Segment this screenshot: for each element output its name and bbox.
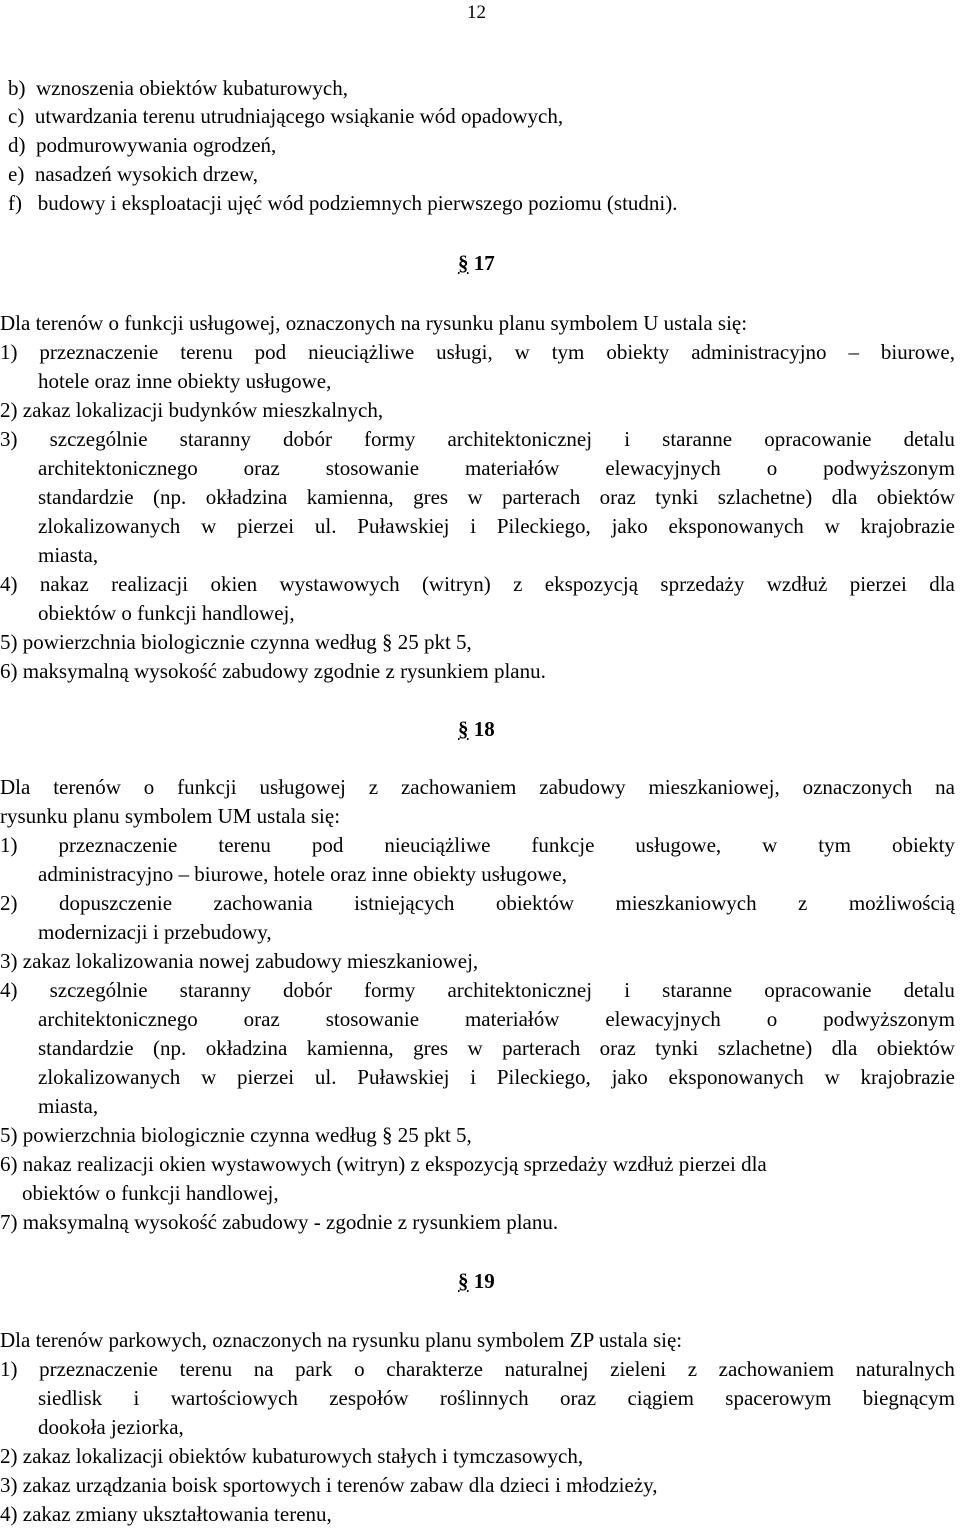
section-line: dookoła jeziorka, bbox=[38, 1415, 184, 1439]
section-line: 3) zakaz urządzania boisk sportowych i terenów zabaw dla dzieci i młodzieży, bbox=[0, 1473, 658, 1497]
section-line: administracyjno – biurowe, hotele oraz inne obiekty usługowe, bbox=[38, 862, 567, 886]
section-heading bbox=[458, 1268, 495, 1294]
section-number: 19 bbox=[468, 1269, 495, 1293]
section-line: 3) szczególnie staranny dobór formy architektonicznej i staranne opracowanie detalu bbox=[0, 427, 955, 451]
section-line: miasta, bbox=[38, 1094, 99, 1118]
section-intro: Dla terenów o funkcji usługowej z zachowaniem zabudowy mieszkaniowej, oznaczonych na bbox=[0, 775, 955, 799]
paragraph-sign-icon: § bbox=[458, 251, 469, 275]
section-line: siedlisk i wartościowych zespołów roślinnych oraz ciągiem spacerowym biegnącym bbox=[38, 1386, 955, 1410]
section-heading bbox=[458, 250, 495, 276]
list-item: d) podmurowywania ogrodzeń, bbox=[8, 133, 277, 157]
section-line: zlokalizowanych w pierzei ul. Puławskiej i Pileckiego, jako eksponowanych w krajobrazie bbox=[38, 514, 955, 538]
section-line: 2) zakaz lokalizacji budynków mieszkalnych, bbox=[0, 398, 384, 422]
section-line: 4) nakaz realizacji okien wystawowych (witryn) z ekspozycją sprzedaży wzdłuż pierzei dla bbox=[0, 572, 955, 596]
section-line: 6) maksymalną wysokość zabudowy zgodnie z rysunkiem planu. bbox=[0, 659, 546, 683]
section-intro: Dla terenów o funkcji usługowej, oznaczonych na rysunku planu symbolem U ustala się: bbox=[0, 311, 748, 335]
section-line: standardzie (np. okładzina kamienna, gres w parterach oraz tynki szlachetne) dla obiektów bbox=[38, 1036, 955, 1060]
section-line: 6) nakaz realizacji okien wystawowych (witryn) z ekspozycją sprzedaży wzdłuż pierzei dla bbox=[0, 1152, 767, 1176]
section-line: architektonicznego oraz stosowanie materiałów elewacyjnych o podwyższonym bbox=[38, 1007, 955, 1031]
section-line: 1) przeznaczenie terenu na park o charakterze naturalnej zieleni z zachowaniem naturalnych bbox=[0, 1357, 955, 1381]
list-item: e) nasadzeń wysokich drzew, bbox=[8, 162, 258, 186]
paragraph-sign-icon: § bbox=[458, 1269, 469, 1293]
section-line: architektonicznego oraz stosowanie materiałów elewacyjnych o podwyższonym bbox=[38, 456, 955, 480]
section-line: 4) zakaz zmiany ukształtowania terenu, bbox=[0, 1502, 332, 1526]
section-intro: Dla terenów parkowych, oznaczonych na rysunku planu symbolem ZP ustala się: bbox=[0, 1328, 683, 1352]
section-line: obiektów o funkcji handlowej, bbox=[38, 601, 295, 625]
page-number: 12 bbox=[467, 2, 486, 23]
list-item: b) wznoszenia obiektów kubaturowych, bbox=[8, 76, 348, 100]
list-item: f) budowy i eksploatacji ujęć wód podziemnych pierwszego poziomu (studni). bbox=[8, 191, 678, 215]
section-line: modernizacji i przebudowy, bbox=[38, 920, 272, 944]
list-item: c) utwardzania terenu utrudniającego wsiąkanie wód opadowych, bbox=[8, 104, 564, 128]
section-number: 17 bbox=[468, 251, 495, 275]
section-line: 2) zakaz lokalizacji obiektów kubaturowych stałych i tymczasowych, bbox=[0, 1444, 584, 1468]
section-line: zlokalizowanych w pierzei ul. Puławskiej i Pileckiego, jako eksponowanych w krajobrazie bbox=[38, 1065, 955, 1089]
section-line: 4) szczególnie staranny dobór formy architektonicznej i staranne opracowanie detalu bbox=[0, 978, 955, 1002]
section-line: 2) dopuszczenie zachowania istniejących obiektów mieszkaniowych z możliwością bbox=[0, 891, 955, 915]
section-line: 3) zakaz lokalizowania nowej zabudowy mieszkaniowej, bbox=[0, 949, 479, 973]
section-line: hotele oraz inne obiekty usługowe, bbox=[38, 369, 332, 393]
section-line: obiektów o funkcji handlowej, bbox=[22, 1181, 279, 1205]
section-line: 5) powierzchnia biologicznie czynna według § 25 pkt 5, bbox=[0, 1123, 472, 1147]
section-line: 7) maksymalną wysokość zabudowy - zgodnie z rysunkiem planu. bbox=[0, 1210, 559, 1234]
section-line: 1) przeznaczenie terenu pod nieuciążliwe usługi, w tym obiekty administracyjno – biurowe, bbox=[0, 340, 955, 364]
section-number: 18 bbox=[468, 717, 495, 741]
section-line: 5) powierzchnia biologicznie czynna według § 25 pkt 5, bbox=[0, 630, 472, 654]
section-heading bbox=[458, 716, 495, 742]
section-line: 1) przeznaczenie terenu pod nieuciążliwe funkcje usługowe, w tym obiekty bbox=[0, 833, 955, 857]
section-intro: rysunku planu symbolem UM ustala się: bbox=[0, 804, 341, 828]
section-line: standardzie (np. okładzina kamienna, gres w parterach oraz tynki szlachetne) dla obiektów bbox=[38, 485, 955, 509]
section-line: miasta, bbox=[38, 543, 99, 567]
paragraph-sign-icon: § bbox=[458, 717, 469, 741]
